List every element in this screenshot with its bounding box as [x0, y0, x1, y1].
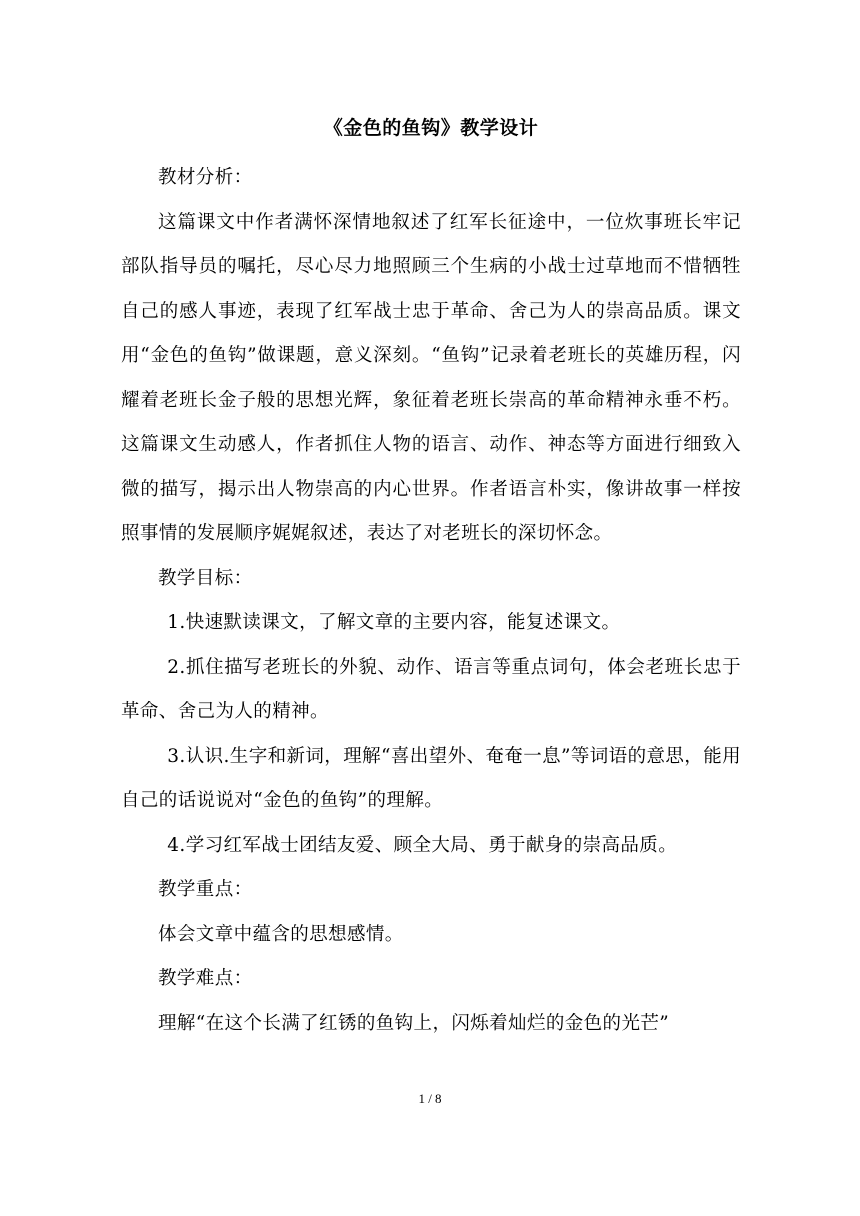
page-number: 1 / 8 [418, 1091, 442, 1106]
objective-item-3: 3.认识.生字和新词，理解“喜出望外、奄奄一息”等词语的意思，能用自己的话说说对“金色的鱼钩”的理解。 [121, 745, 741, 811]
document-body [121, 112, 741, 1046]
objective-item-4: 4.学习红军战士团结友爱、顾全大局、勇于献身的崇高品质。 [167, 834, 678, 856]
section-heading-analysis: 教材分析： [158, 167, 253, 188]
objective-item-1: 1.快速默读课文，了解文章的主要内容，能复述课文。 [167, 612, 621, 633]
section-heading-key-points: 教学重点： [158, 879, 253, 900]
document-title: 《金色的鱼钩》教学设计 [323, 117, 539, 139]
section-heading-difficulties: 教学难点： [158, 968, 253, 989]
key-points-paragraph: 体会文章中蕴含的思想感情。 [158, 923, 404, 945]
difficulties-paragraph: 理解“在这个长满了红锈的鱼钩上，闪烁着灿烂的金色的光芒” [158, 1012, 670, 1034]
section-heading-objectives: 教学目标： [158, 567, 253, 589]
analysis-paragraph: 这篇课文中作者满怀深情地叙述了红军长征途中，一位炊事班长牢记部队指导员的嘱托，尽心尽力地照顾三个生病的小战士过草地而不惜牺牲自己的感人事迹，表现了红军战士忠于革命、舍己为人的崇高品质。课文用“金色的鱼钩”做课题，意义深刻。“鱼钩”记录着老班长的英雄历程，闪耀着老班长金子般的思想光辉，象征着老班长崇高的革命精神永垂不朽。这篇课文生动感人，作者抓住人物的语言、动作、神态等方面进行细致入微的描写，揭示出人物崇高的内心世界。作者语言朴实，像讲故事一样按照事情的发展顺序娓娓叙述，表达了对老班长的深切怀念。 [121, 211, 741, 544]
objective-item-2: 2.抓住描写老班长的外貌、动作、语言等重点词句，体会老班长忠于革命、舍己为人的精神。 [121, 656, 741, 722]
